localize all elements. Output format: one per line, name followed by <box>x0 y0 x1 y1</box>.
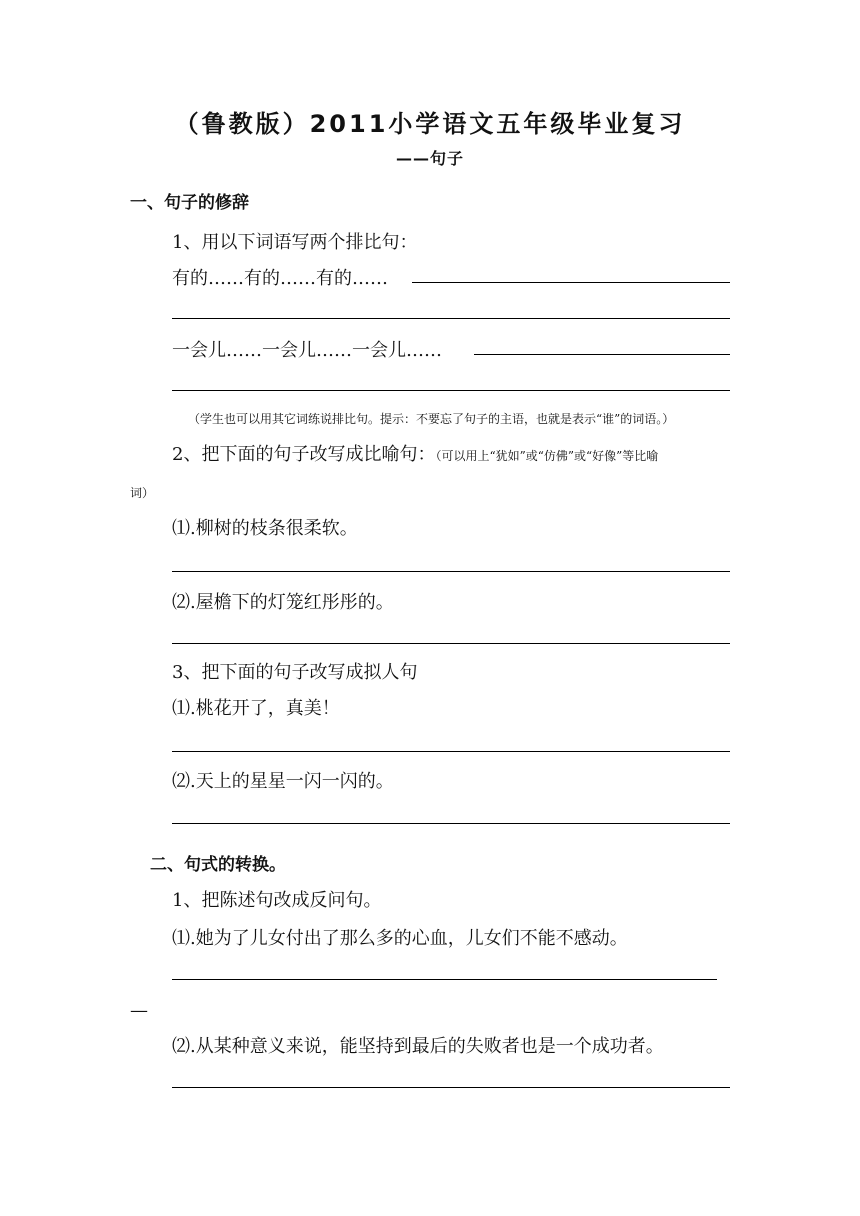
answer-line <box>172 571 730 572</box>
question-2-hint-tail: 词） <box>130 486 155 500</box>
stray-dash: — <box>130 1000 148 1021</box>
question-2-prompt: 2、把下面的句子改写成比喻句： <box>172 444 436 465</box>
answer-line <box>172 318 730 319</box>
parallelism-phrase-1: 有的……有的……有的…… <box>172 268 388 289</box>
page-title: （鲁教版）2011小学语文五年级毕业复习 <box>174 110 686 138</box>
answer-line <box>412 282 730 283</box>
question-2-row <box>172 440 658 466</box>
answer-line <box>172 1087 730 1088</box>
section-heading-2: 二、句式的转换。 <box>150 855 286 875</box>
simile-item-2: ⑵.屋檐下的灯笼红彤彤的。 <box>172 592 394 613</box>
answer-line <box>172 751 730 752</box>
section-heading-1: 一、句子的修辞 <box>130 193 249 213</box>
question-1-prompt: 1、用以下词语写两个排比句： <box>172 232 418 253</box>
answer-line <box>172 643 730 644</box>
page-subtitle: ——句子 <box>395 149 464 168</box>
rhetorical-item-2: ⑵.从某种意义来说，能坚持到最后的失败者也是一个成功者。 <box>172 1036 664 1057</box>
parallelism-phrase-2: 一会儿……一会儿……一会儿…… <box>172 340 442 361</box>
personification-item-1: ⑴.桃花开了，真美！ <box>172 698 340 719</box>
answer-line <box>474 354 730 355</box>
personification-item-2: ⑵.天上的星星一闪一闪的。 <box>172 771 394 792</box>
hint-note: （学生也可以用其它词练说排比句。提示：不要忘了句子的主语，也就是表示“谁”的词语。） <box>188 412 675 426</box>
question-2-hint: （可以用上“犹如”或“仿佛”或“好像”等比喻 <box>435 449 659 463</box>
answer-line <box>172 390 730 391</box>
rhetorical-item-1: ⑴.她为了儿女付出了那么多的心血，儿女们不能不感动。 <box>172 928 628 949</box>
answer-line <box>172 823 730 824</box>
question-3-prompt: 3、把下面的句子改写成拟人句 <box>172 662 418 683</box>
simile-item-1: ⑴.柳树的枝条很柔软。 <box>172 518 358 539</box>
section-2-question-1-prompt: 1、把陈述句改成反问句。 <box>172 890 382 911</box>
answer-line <box>172 979 717 980</box>
